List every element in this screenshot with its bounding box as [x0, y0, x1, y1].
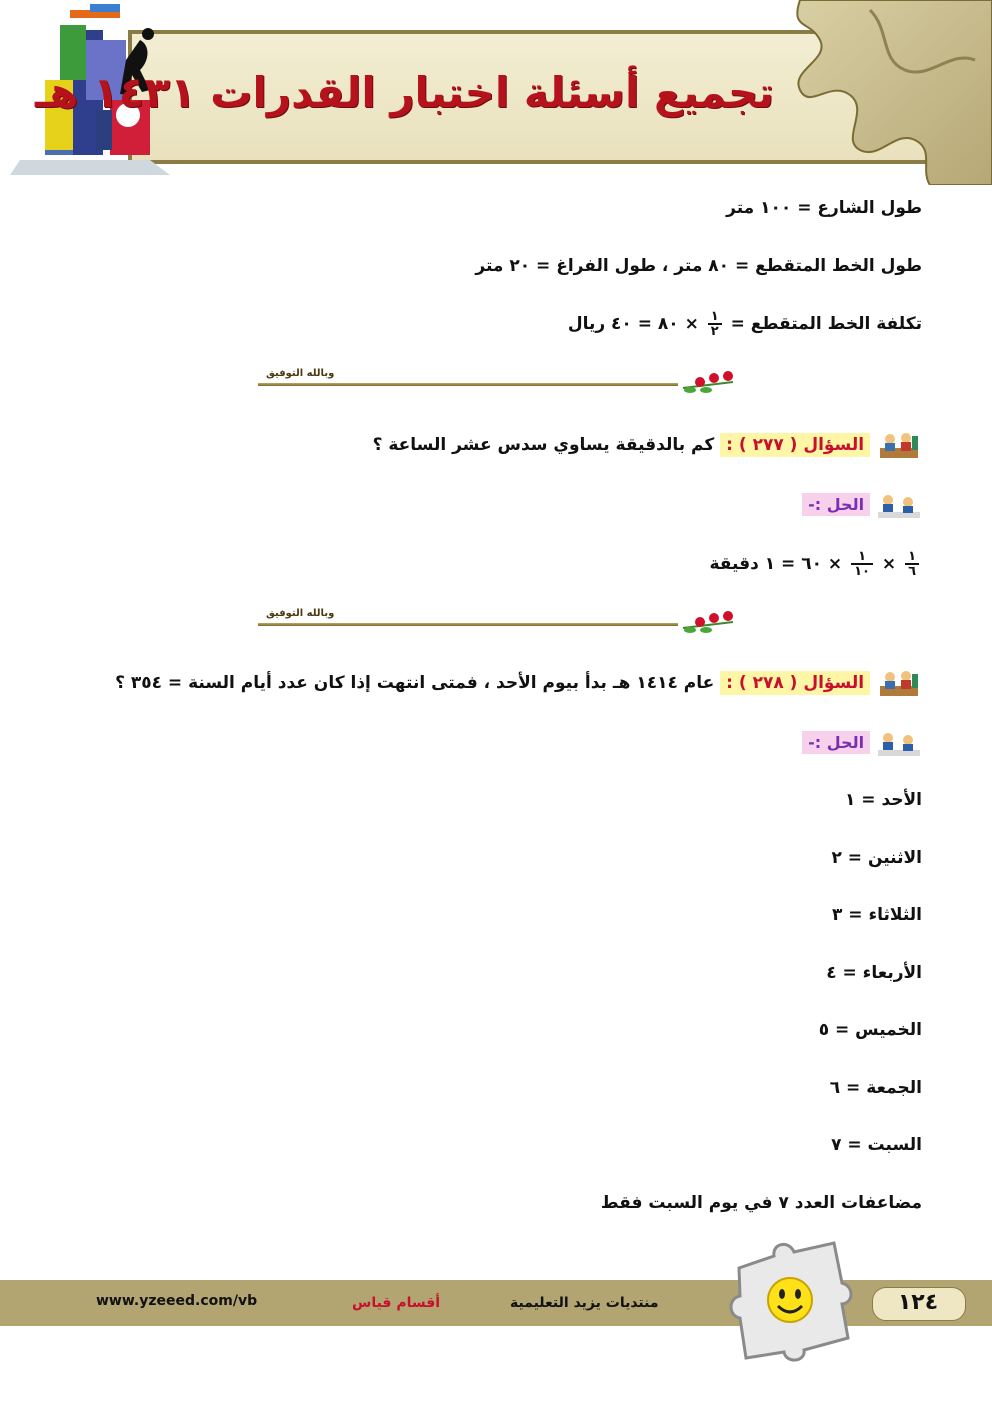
day-line: الاثنين = ٢: [831, 848, 922, 868]
day-line: الثلاثاء = ٣: [832, 905, 922, 925]
divider: [258, 368, 748, 398]
page-number: ١٢٤: [897, 1290, 939, 1315]
solution-277-label: الحل :-: [802, 493, 870, 516]
students-reading-icon: [876, 430, 922, 460]
equation-rest: × ٦٠ = ١ دقيقة: [709, 554, 843, 574]
divider-caption: وبالله التوفيق: [266, 368, 335, 379]
footer-url[interactable]: www.yzeeed.com/vb: [96, 1293, 258, 1309]
students-writing-icon: [876, 490, 922, 520]
solution-277-equation: [709, 550, 922, 578]
question-277-text: كم بالدقيقة يساوي سدس عشر الساعة ؟: [372, 435, 715, 455]
students-reading-icon: [876, 668, 922, 698]
day-line: الجمعة = ٦: [829, 1078, 922, 1098]
cost-suffix: × ٨٠ = ٤٠ ريال: [567, 314, 699, 334]
cost-line: [568, 310, 922, 338]
divider-caption: وبالله التوفيق: [266, 608, 335, 619]
day-line: الأحد = ١: [844, 790, 922, 810]
page-title: تجميع أسئلة اختبار القدرات ١٤٣١ هـ: [35, 68, 774, 117]
footer-section: أقسام قياس: [352, 1295, 441, 1311]
question-278: [115, 668, 922, 698]
question-278-text: عام ١٤١٤ هـ بدأ بيوم الأحد ، فمتى انتهت إذا كان عدد أيام السنة = ٣٥٤ ؟: [115, 673, 715, 693]
students-writing-icon: [876, 728, 922, 758]
sixth-fraction: $\frac{١}{٦}$: [905, 550, 919, 578]
day-line: الأربعاء = ٤: [826, 963, 922, 983]
conclusion-line: مضاعفات العدد ٧ في يوم السبت فقط: [600, 1193, 922, 1213]
day-line: السبت = ٧: [831, 1135, 922, 1155]
day-line: الخميس = ٥: [818, 1020, 922, 1040]
solution-277-heading: [802, 490, 922, 520]
smiley-puzzle-icon: [724, 1238, 854, 1363]
question-277-label: السؤال ( ٢٧٧ ) :: [720, 433, 870, 457]
footer-forum-name: منتديات يزيد التعليمية: [510, 1295, 659, 1311]
roses-icon: [678, 608, 738, 638]
question-278-label: السؤال ( ٢٧٨ ) :: [720, 671, 870, 695]
cost-prefix: تكلفة الخط المتقطع =: [730, 314, 922, 334]
solution-278-heading: [802, 728, 922, 758]
tenth-fraction: $\frac{١}{١٠}$: [851, 550, 873, 578]
divider: [258, 608, 748, 638]
times-sign: ×: [881, 554, 897, 574]
roses-icon: [678, 368, 738, 398]
half-fraction: $\frac{١}{٢}$: [708, 310, 722, 338]
question-277: [373, 430, 922, 460]
street-length-line: طول الشارع = ١٠٠ متر: [726, 198, 922, 218]
dashed-line-text: طول الخط المتقطع = ٨٠ متر ، طول الفراغ = ٢٠ متر: [475, 256, 922, 276]
solution-278-label: الحل :-: [802, 731, 870, 754]
